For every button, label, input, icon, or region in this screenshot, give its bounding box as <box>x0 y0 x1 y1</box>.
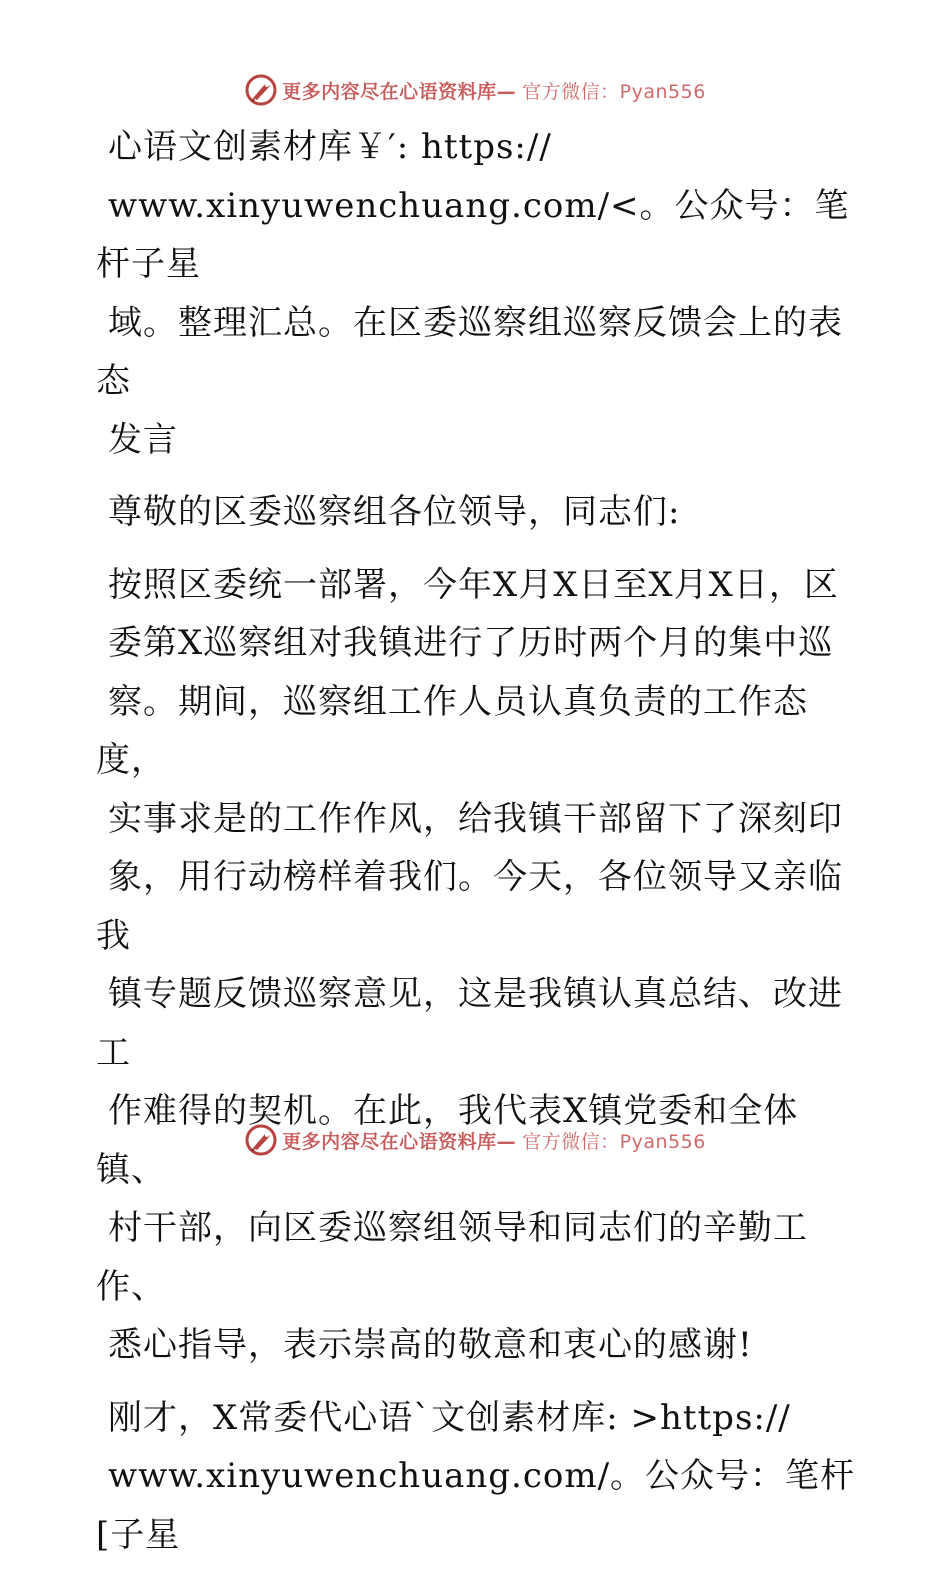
text-line: 发言 <box>108 419 178 460</box>
text-line: 委第X巡察组对我镇进行了历时两个月的集中巡 <box>108 623 834 663</box>
text-line: 察。期间，巡察组工作人员认真负责的工作态度， <box>96 681 808 780</box>
text-line: 实事求是的工作作风，给我镇干部留下了深刻印 <box>108 798 843 839</box>
document-body <box>96 118 856 1578</box>
text-line: 村干部，向区委巡察组领导和同志们的辛勤工作、 <box>96 1208 808 1307</box>
pen-circle-logo-icon <box>244 1123 278 1157</box>
text-line: 镇专题反馈巡察意见，这是我镇认真总结、改进工 <box>96 974 843 1073</box>
paragraph-salutation <box>96 483 856 542</box>
paragraph-body <box>96 556 856 1375</box>
watermark-wechat-text: 官方微信：Pyan556 <box>522 1130 706 1153</box>
footer-watermark-banner <box>0 1120 950 1160</box>
header-watermark-banner <box>0 70 950 110</box>
watermark-main-text: 更多内容尽在心语资料库— <box>282 1130 517 1153</box>
text-line: 心语文创素材库￥′: https:// <box>108 127 552 167</box>
text-line: 域。整理汇总。在区委巡察组巡察反馈会上的表态 <box>96 302 843 401</box>
text-line: 象，用行动榜样着我们。今天，各位领导又亲临我 <box>96 857 843 956</box>
text-line: www.xinyuwenchuang.com/。公众号：笔杆[子星 <box>96 1456 856 1555</box>
paragraph-continuation <box>96 1389 856 1565</box>
text-line: 尊敬的区委巡察组各位领导，同志们: <box>108 492 681 532</box>
pen-circle-logo-icon <box>244 73 278 107</box>
text-line: 刚才，X常委代心语`文创素材库: >https:// <box>108 1397 791 1438</box>
watermark-main-text: 更多内容尽在心语资料库— <box>282 80 517 103</box>
watermark-text <box>282 1127 706 1154</box>
watermark-wechat-text: 官方微信：Pyan556 <box>522 80 706 103</box>
paragraph-intro <box>96 118 856 469</box>
text-line: 按照区委统一部署，今年X月X日至X月X日，区 <box>108 564 839 605</box>
watermark-text <box>282 77 706 104</box>
text-line: 作难得的契机。在此，我代表X镇党委和全体镇、 <box>96 1091 799 1190</box>
text-line: 悉心指导，表示崇高的敬意和衷心的感谢! <box>108 1325 753 1365</box>
text-line: www.xinyuwenchuang.com/<。公众号：笔杆子星 <box>96 185 850 284</box>
